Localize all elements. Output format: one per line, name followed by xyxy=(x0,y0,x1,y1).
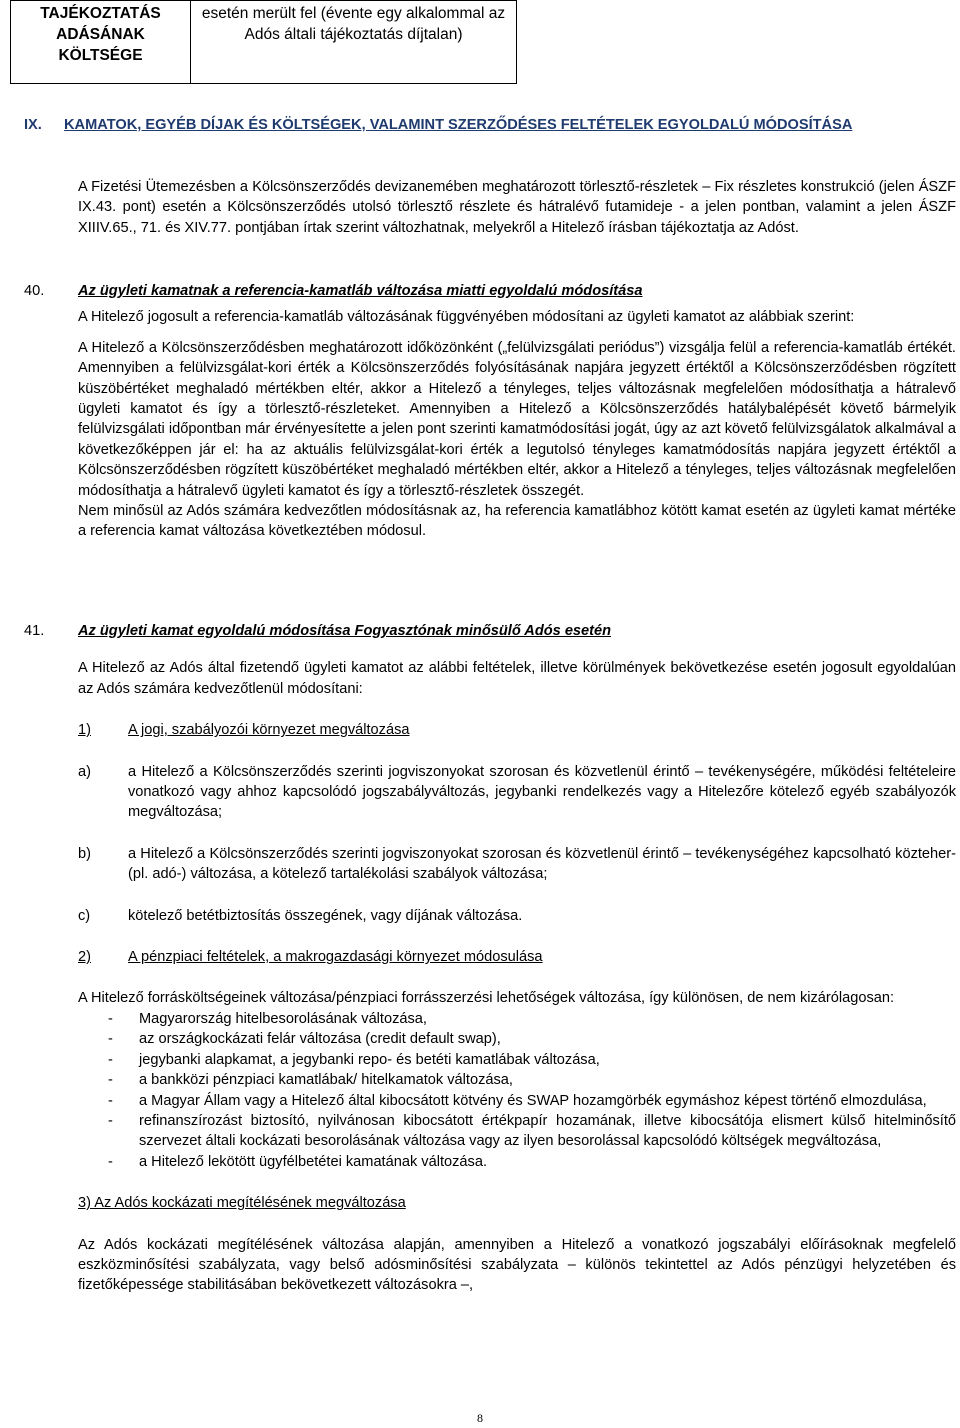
clause-41-number: 41. xyxy=(24,623,45,639)
list-item-label: c) xyxy=(78,907,91,924)
subsection-2-heading xyxy=(78,947,956,967)
list-item: - a Hitelező lekötött ügyfélbetétei kamatának változása. xyxy=(78,1152,956,1172)
subsection-1-title: A jogi, szabályozói környezet megváltozása xyxy=(128,722,410,739)
subsection-2-intro: A Hitelező forrásköltségeinek változása/pénzpiaci forrásszerzési lehetőségek változása, így különösen, de nem kizárólagosan: xyxy=(78,990,895,1007)
fee-table-label-cell: TAJÉKOZTATÁS ADÁSÁNAK KÖLTSÉGE xyxy=(11,1,191,84)
list-item-text: Magyarország hitelbesorolásának változása, xyxy=(139,1010,427,1027)
clause-40-number: 40. xyxy=(24,283,45,299)
list-item-label: a) xyxy=(78,763,91,780)
fee-table-value-cell: esetén merült fel (évente egy alkalommal az Adós általi tájékoztatás díjtalan) xyxy=(191,1,517,84)
list-item: - Magyarország hitelbesorolásának változása, xyxy=(78,1009,956,1029)
list-item: - az országkockázati felár változása (credit default swap), xyxy=(78,1029,956,1049)
subsection-2-number: 2) xyxy=(78,949,91,966)
list-item: - refinanszírozást biztosító, nyilvánosan kibocsátott értékpapír hozamának, illetve kibocsátója elismert külső hitelminősítő szervezet általi kockázati besorolásának változása vagy az ilyen besorolással kapcsolódó költségek megváltozása, xyxy=(78,1111,956,1152)
list-item-text: refinanszírozást biztosító, nyilvánosan kibocsátott értékpapír hozamának, illetve kibocsátója elismert külső hitelminősítő szervezet általi kockázati besorolásának változása vagy az ilyen besorolással kapcsolódó költségek megváltozása, xyxy=(139,1112,956,1150)
subsection-1-number: 1) xyxy=(78,722,91,739)
list-item-label: b) xyxy=(78,845,91,862)
list-item: - a bankközi pénzpiaci kamatlábak/ hitelkamatok változása, xyxy=(78,1070,956,1090)
clause-40-paragraph-1: A Hitelező jogosult a referencia-kamatláb változásának függvényében módosítani az ügyleti kamatot az alábbiak szerint: xyxy=(78,309,855,326)
subsection-1-heading xyxy=(78,720,956,740)
list-item-text: a Magyar Állam vagy a Hitelező által kibocsátott kötvény és SWAP hozamgörbék egymáshoz képest történő elmozdulása, xyxy=(139,1092,927,1109)
section-intro: A Fizetési Ütemezésben a Kölcsönszerződés devizanemében meghatározott törlesztő-részletek – Fix részletes konstrukció (jelen ÁSZF IX.43. pont) esetén a Kölcsönszerződés utolsó törlesztő részlete és hátralévő futamideje - a jelen pontban, valamint a jelen ÁSZF XIIIV.65., 71. és XIV.77. pontjában írtak szerint változhatnak, melyekről a Hitelező írásban tájékoztatja az Adóst. xyxy=(78,179,956,236)
list-item xyxy=(78,844,956,885)
list-item-text: jegybanki alapkamat, a jegybanki repo- és betéti kamatlábak változása, xyxy=(139,1051,600,1068)
clause-41-title: Az ügyleti kamat egyoldalú módosítása Fogyasztónak minősülő Adós esetén xyxy=(78,623,612,639)
list-item: - jegybanki alapkamat, a jegybanki repo- és betéti kamatlábak változása, xyxy=(78,1050,956,1070)
section-number: IX. xyxy=(24,117,42,133)
section-title-text: KAMATOK, EGYÉB DÍJAK ÉS KÖLTSÉGEK, VALAMINT SZERZŐDÉSES FELTÉTELEK EGYOLDALÚ MÓDOSÍTÁSA xyxy=(64,117,853,133)
list-item-text: a Hitelező lekötött ügyfélbetétei kamatának változása. xyxy=(139,1153,488,1170)
clause-41 xyxy=(78,621,956,1296)
list-item-text: a Hitelező a Kölcsönszerződés szerinti jogviszonyokat szorosan és közvetlenül érintő – tevékenységére, működési feltételeire vonatkozó vagy ahhoz kapcsolódó jogszabályváltozás, jegybanki rendelkezés vagy a Hitelezőre kötelező egyéb szabályozók megváltozása; xyxy=(128,763,956,821)
list-item: - a Magyar Állam vagy a Hitelező által kibocsátott kötvény és SWAP hozamgörbék egymáshoz képest történő elmozdulása, xyxy=(78,1091,956,1111)
list-item-text: a bankközi pénzpiaci kamatlábak/ hitelkamatok változása, xyxy=(139,1072,513,1089)
list-item-text: az országkockázati felár változása (credit default swap), xyxy=(139,1031,501,1048)
list-item-text: a Hitelező a Kölcsönszerződés szerinti jogviszonyokat szorosan és közvetlenül érintő – tevékenységéhez kapcsolható közteher- (pl. adó-) változása, a kötelező tartalékolási szabályok változása; xyxy=(128,845,956,883)
dash-list xyxy=(78,1009,956,1172)
subsection-3-title: 3) Az Adós kockázati megítélésének megváltozása xyxy=(78,1195,406,1212)
clause-40-paragraph-3: Nem minősül az Adós számára kedvezőtlen módosításnak az, ha referencia kamatlábhoz kötött kamat esetén az ügyleti kamat mértéke a referencia kamat változása következtében módosul. xyxy=(78,503,956,540)
clause-40 xyxy=(78,281,956,542)
clause-40-title: Az ügyleti kamatnak a referencia-kamatláb változása miatti egyoldalú módosítása xyxy=(78,283,643,299)
table-row xyxy=(11,1,517,84)
subsection-3-text: Az Adós kockázati megítélésének változása alapján, amennyiben a Hitelező a vonatkozó jogszabályi előírásoknak megfelelő eszközminősítési szabályzata, vagy belső adósminősítési szabályzata – különös tekintettel az Adós pénzügyi helyzetében és fizetőképessége stabilitásában bekövetkezett változásokra –, xyxy=(78,1236,956,1294)
list-item xyxy=(78,762,956,823)
list-item-text: kötelező betétbiztosítás összegének, vagy díjának változása. xyxy=(128,907,523,924)
page-number: 8 xyxy=(477,1411,483,1425)
clause-40-paragraph-2: A Hitelező a Kölcsönszerződésben meghatározott időközönként („felülvizsgálati periódus”) vizsgálja felül a referencia-kamatláb értékét. Amennyiben a felülvizsgálat-kori érték a Kölcsönszerződés folyósításának napjára jegyzett értéktől a Kölcsönszerződésben rögzített küszöbértéket meghaladó mértékben eltér, akkor a Hitelező a tényleges, teljes változásnak megfelelően módosíthatja a hátralevő ügyleti kamatot és így a törlesztő-részleteket. Amennyiben a Hitelező a Kölcsönszerződés hatálybalépését követő bármelyik felülvizsgálati időpontban már érvényesítette a jelen pont szerinti kamatmódosítási jogát, úgy az azt követő felülvizsgálatok alkalmával a következőképpen jár el: ha az aktuális felülvizsgálat-kori érték a legutolsó tényleges kamatmódosítás napjára jegyzett értéktől a Kölcsönszerződésben rögzített küszöbértéket meghaladó mértékben eltér, akkor a Hitelező a tényleges, teljes változásnak megfelelően módosíthatja a hátralevő ügyleti kamatot és így a törlesztő-részletek összegét. xyxy=(78,339,956,499)
clause-41-intro: A Hitelező az Adós által fizetendő ügyleti kamatot az alábbi feltételek, illetve körülmények bekövetkezése esetén jogosult egyoldalúan az Adós számára kedvezőtlenül módosítani: xyxy=(78,660,956,697)
list-item xyxy=(78,906,956,926)
fee-table xyxy=(10,0,517,84)
subsection-2-title: A pénzpiaci feltételek, a makrogazdasági környezet módosulása xyxy=(128,949,543,966)
section-title xyxy=(64,115,944,135)
